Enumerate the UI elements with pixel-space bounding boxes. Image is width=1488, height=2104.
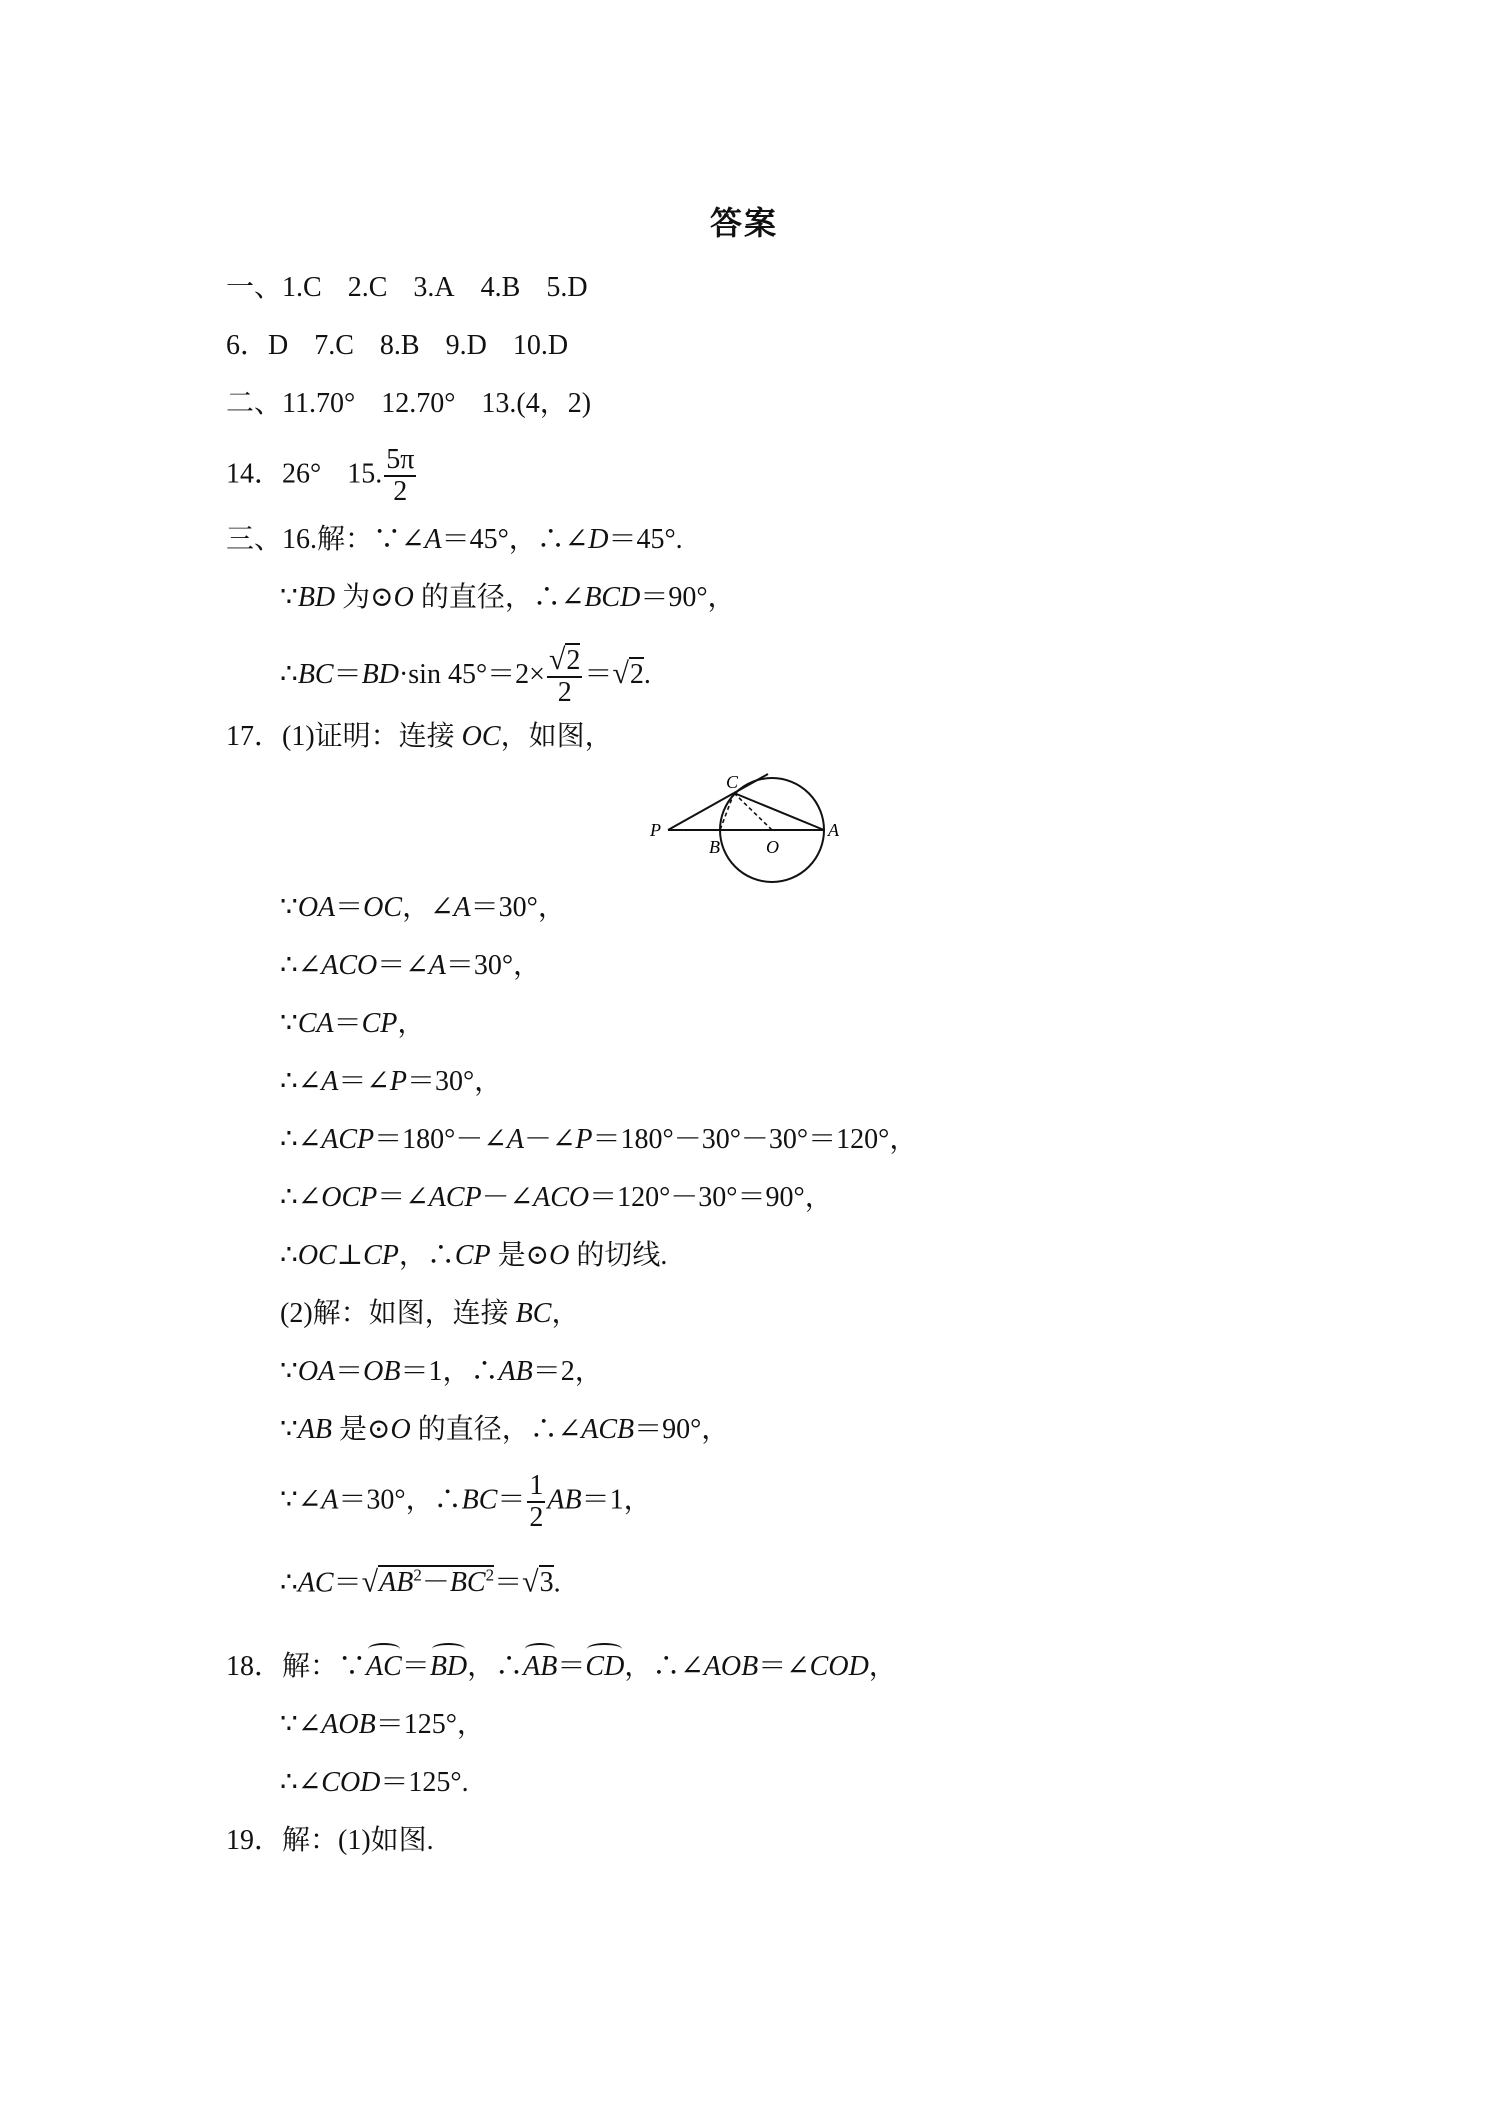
arc-ac: AC bbox=[366, 1647, 402, 1687]
answer-11: 11.70° bbox=[282, 388, 356, 419]
page-title: 答案 bbox=[709, 204, 778, 242]
q17-step-8: ∵OA＝OB＝1，∴AB＝2， bbox=[280, 1356, 603, 1387]
q16-line-1: 三、16.解：∵∠A＝45°，∴∠D＝45°. bbox=[226, 524, 683, 555]
q17-heading: 17．(1)证明：连接 OC，如图， bbox=[226, 721, 613, 752]
q17-step-9: ∵AB 是⊙O 的直径，∴∠ACB＝90°， bbox=[280, 1414, 730, 1445]
q17-part-2: (2)解：如图，连接 BC， bbox=[280, 1298, 580, 1329]
answer-2: 2.C bbox=[347, 272, 388, 303]
q17-step-5: ∴∠ACP＝180°－∠A－∠P＝180°－30°－30°＝120°， bbox=[280, 1124, 918, 1155]
q18-line-3: ∴∠COD＝125°. bbox=[280, 1767, 469, 1798]
label-a: A bbox=[828, 820, 839, 840]
q17-step-2: ∴∠ACO＝∠A＝30°， bbox=[280, 950, 542, 981]
answer-5: 5.D bbox=[546, 272, 588, 303]
q17-step-1: ∵OA＝OC，∠A＝30°， bbox=[280, 892, 566, 923]
answer-row-1-5: 一、1.C 2.C 3.A 4.B 5.D bbox=[226, 272, 588, 303]
q19-line-1: 19．解：(1)如图. bbox=[226, 1825, 434, 1856]
arc-ab: AB bbox=[523, 1647, 557, 1687]
sqrt2-over-2: $\frac{√2}{2}$ bbox=[548, 643, 581, 708]
answer-8: 8.B bbox=[379, 330, 420, 361]
answer-9: 9.D bbox=[445, 330, 487, 361]
q17-step-10: ∵∠A＝30°，∴BC＝ $\frac{1}{2}$ AB＝1， bbox=[280, 1470, 652, 1533]
label-b: B bbox=[709, 837, 720, 857]
answer-row-14-15: 14．26° 15. $\frac{5\pi}{2}$ bbox=[226, 444, 415, 507]
arc-cd: CD bbox=[585, 1647, 624, 1687]
q17-step-11: $\therefore AC=√AB^2-BC^2=√3$. bbox=[280, 1565, 561, 1599]
label-p: P bbox=[650, 820, 661, 840]
q17-step-4: ∴∠A＝∠P＝30°， bbox=[280, 1066, 503, 1097]
answer-10: 10.D bbox=[512, 330, 569, 361]
answer-12: 12.70° bbox=[381, 388, 456, 419]
q17-step-3: ∵CA＝CP， bbox=[280, 1008, 426, 1039]
answer-14: 14．26° bbox=[226, 458, 322, 490]
answer-6: 6．D bbox=[226, 330, 289, 361]
label-c: C bbox=[726, 772, 739, 792]
circle-tangent-figure bbox=[640, 770, 850, 900]
q18-line-2: ∵∠AOB＝125°， bbox=[280, 1709, 485, 1740]
answer-13: 13.(4，2) bbox=[481, 388, 592, 419]
answer-row-11-13: 二、11.70° 12.70° 13.(4，2) bbox=[226, 388, 592, 419]
answer-row-6-10 bbox=[226, 326, 568, 366]
arc-bd: BD bbox=[430, 1647, 467, 1687]
q16-line-2: ∵BD 为⊙O 的直径，∴∠BCD＝90°， bbox=[280, 582, 736, 613]
answer-15-fraction: $\frac{5\pi}{2}$ bbox=[386, 444, 415, 507]
answer-4: 4.B bbox=[480, 272, 521, 303]
answer-1: 1.C bbox=[282, 272, 322, 303]
q17-step-6: ∴∠OCP＝∠ACP－∠ACO＝120°－30°＝90°， bbox=[280, 1182, 833, 1213]
half-fraction: $\frac{1}{2}$ bbox=[529, 1470, 544, 1533]
q18-line-1: 18．解：∵AC＝BD，∴AB＝CD，∴∠AOB＝∠COD， bbox=[226, 1647, 897, 1687]
label-o: O bbox=[766, 837, 779, 857]
q17-step-7: ∴OC⊥CP，∴CP 是⊙O 的切线. bbox=[280, 1240, 668, 1271]
answer-3: 3.A bbox=[413, 272, 455, 303]
q16-line-3: ∴BC＝BD·sin 45°＝2× $\frac{√2}{2}$ ＝√2. bbox=[280, 643, 651, 708]
answer-7: 7.C bbox=[314, 330, 354, 361]
